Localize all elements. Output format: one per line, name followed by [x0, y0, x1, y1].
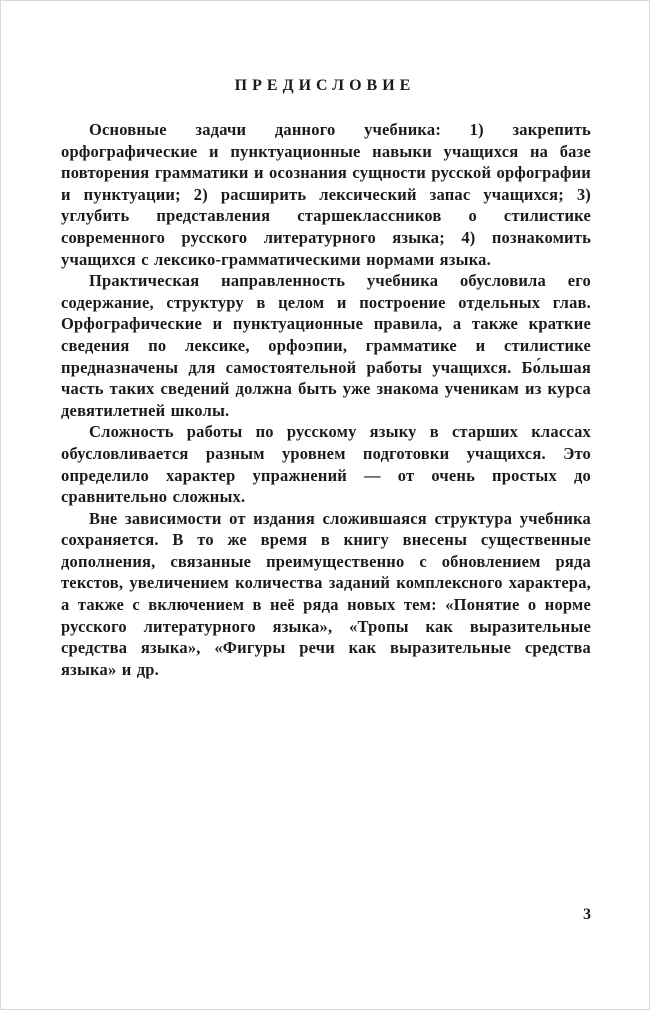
paragraph-difficulty: Сложность работы по русскому языку в старших классах обусловливается разным уровнем подготовки учащихся. Это определило характер упражнений — от очень простых до сравнительно сложных. — [61, 422, 591, 507]
paragraph-practical-orientation: Практическая направленность учебника обусловила его содержание, структуру в целом и построение отдельных глав. Орфографические и пунктуационные правила, а также краткие сведения по лексике, орфоэпии, грамматике и стилистике предназначены для самостоятельной работы учащихся. Бо́льшая часть таких сведений должна быть уже знакома ученикам из курса девятилетней школы. — [61, 271, 591, 420]
paragraph-structure-changes: Вне зависимости от издания сложившаяся структура учебника сохраняется. В то же время в книгу внесены существенные дополнения, связанные преимущественно с обновлением ряда текстов, увеличением количества заданий комплексного характера, а также с включением в неё ряда новых тем: «Понятие о норме русского литературного языка», «Тропы как выразительные средства языка», «Фигуры речи как выразительные средства языка» и др. — [61, 508, 591, 679]
paragraph-intro-tasks: Основные задачи данного учебника: 1) закрепить орфографические и пунктуационные навыки учащихся на базе повторения грамматики и осознания сущности русской орфографии и пунктуации; 2) расширить лексический запас учащихся; 3) углубить представления старшеклассников о стилистике современного русского литературного языка; 4) познакомить учащихся с лексико-грамматическими нормами языка. — [61, 120, 591, 269]
page-title: ПРЕДИСЛОВИЕ — [234, 77, 416, 94]
page-number: 3 — [583, 906, 591, 923]
text-block — [61, 119, 591, 680]
